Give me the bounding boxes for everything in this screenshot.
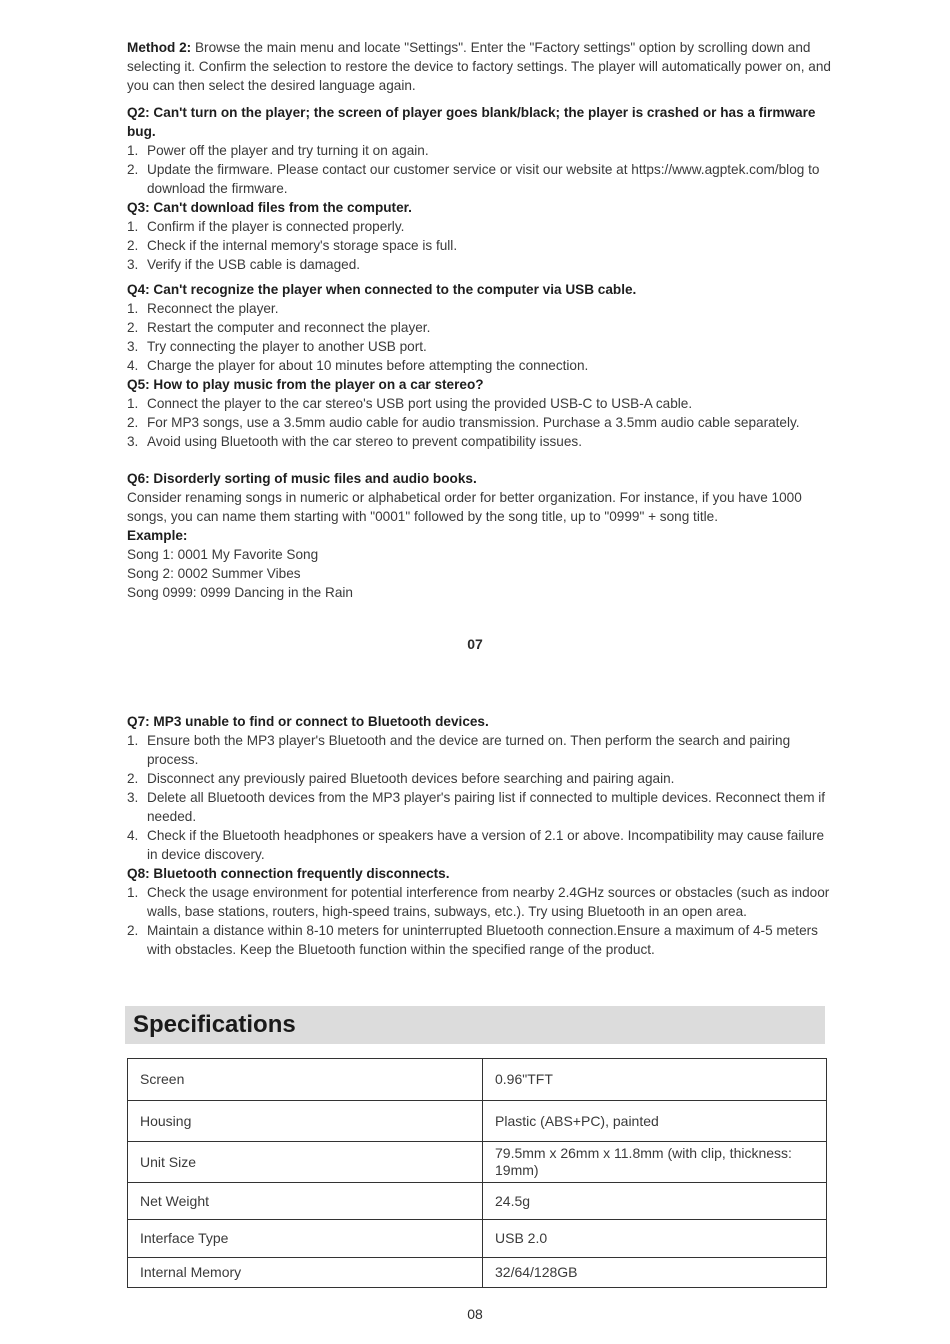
q5-item-number: 3.	[127, 434, 139, 449]
q4-section	[127, 280, 832, 375]
q5-item-text: Avoid using Bluetooth with the car stereo to prevent compatibility issues.	[147, 434, 582, 449]
q2-item	[127, 160, 832, 198]
spec-row	[128, 1220, 827, 1258]
q8-title: Q8: Bluetooth connection frequently disconnects.	[127, 866, 450, 881]
q7-item	[127, 788, 832, 826]
q5-item-number: 2.	[127, 415, 139, 430]
q3-item	[127, 217, 832, 236]
q8-item	[127, 921, 832, 959]
q6-example-label: Example:	[127, 528, 188, 543]
q4-item	[127, 299, 832, 318]
spec-value: 24.5g	[483, 1183, 827, 1220]
q3-section	[127, 198, 832, 274]
q7-item-number: 1.	[127, 733, 139, 748]
method-2-paragraph	[127, 38, 832, 95]
q5-item	[127, 432, 832, 451]
q3-title: Q3: Can't download files from the computer.	[127, 200, 412, 215]
specifications-table	[127, 1058, 827, 1288]
spec-row	[128, 1101, 827, 1142]
q4-item-number: 1.	[127, 301, 139, 316]
q3-item-text: Check if the internal memory's storage space is full.	[147, 238, 458, 253]
spec-key: Unit Size	[128, 1142, 483, 1183]
q4-item-text: Reconnect the player.	[147, 301, 279, 316]
q4-item-number: 3.	[127, 339, 139, 354]
q5-item-number: 1.	[127, 396, 139, 411]
q6-example: Song 2: 0002 Summer Vibes	[127, 566, 301, 581]
q4-item	[127, 356, 832, 375]
q7-item-text: Check if the Bluetooth headphones or speakers have a version of 2.1 or above. Incompatibility may cause failure in device discovery.	[147, 828, 825, 862]
spec-value: 79.5mm x 26mm x 11.8mm (with clip, thickness: 19mm)	[483, 1142, 827, 1183]
q5-item-text: For MP3 songs, use a 3.5mm audio cable for audio transmission. Purchase a 3.5mm audio cable separately.	[147, 415, 800, 430]
spec-key: Internal Memory	[128, 1258, 483, 1288]
spec-key: Housing	[128, 1101, 483, 1142]
q7-item	[127, 731, 832, 769]
q6-section	[127, 469, 832, 602]
q5-section	[127, 375, 832, 451]
q3-item	[127, 236, 832, 255]
spec-row	[128, 1059, 827, 1101]
q7-item	[127, 769, 832, 788]
q4-item-text: Charge the player for about 10 minutes before attempting the connection.	[147, 358, 589, 373]
method-2-section	[127, 38, 832, 95]
spec-value: Plastic (ABS+PC), painted	[483, 1101, 827, 1142]
q7-item-number: 3.	[127, 790, 139, 805]
q3-item-text: Confirm if the player is connected properly.	[147, 219, 405, 234]
q3-item	[127, 255, 832, 274]
q8-item-number: 2.	[127, 923, 139, 938]
q7-title: Q7: MP3 unable to find or connect to Bluetooth devices.	[127, 714, 489, 729]
spec-value: 0.96"TFT	[483, 1059, 827, 1101]
q3-item-number: 2.	[127, 238, 139, 253]
method-2-text: Browse the main menu and locate "Settings". Enter the "Factory settings" option by scrolling down and selecting it. Confirm the selection to restore the device to factory settings. The player will automatically power on, and you can then select the desired language again.	[127, 40, 831, 93]
q2-item-text: Power off the player and try turning it on again.	[147, 143, 429, 158]
q7-item-text: Disconnect any previously paired Bluetooth devices before searching and pairing again.	[147, 771, 675, 786]
q4-item-text: Try connecting the player to another USB port.	[147, 339, 427, 354]
q7-item-text: Delete all Bluetooth devices from the MP3 player's pairing list if connected to multiple devices. Reconnect them if needed.	[147, 790, 826, 824]
q8-item-text: Maintain a distance within 8-10 meters for uninterrupted Bluetooth connection.Ensure a maximum of 4-5 meters with obstacles. Keep the Bluetooth function within the specified range of the product.	[147, 923, 818, 957]
q8-section	[127, 864, 832, 959]
spec-value: 32/64/128GB	[483, 1258, 827, 1288]
spec-row	[128, 1183, 827, 1220]
q6-title: Q6: Disorderly sorting of music files and audio books.	[127, 471, 477, 486]
spec-row	[128, 1142, 827, 1183]
q5-title: Q5: How to play music from the player on a car stereo?	[127, 377, 484, 392]
spec-row	[128, 1258, 827, 1288]
q2-title: Q2: Can't turn on the player; the screen of player goes blank/black; the player is crashed or has a firmware bug.	[127, 105, 816, 139]
q6-example: Song 1: 0001 My Favorite Song	[127, 547, 319, 562]
spec-key: Interface Type	[128, 1220, 483, 1258]
q6-text: Consider renaming songs in numeric or alphabetical order for better organization. For instance, if you have 1000 songs, you can name them starting with "0001" followed by the song title, up to "0999" + song title.	[127, 490, 802, 524]
spec-key: Screen	[128, 1059, 483, 1101]
q2-item-number: 1.	[127, 143, 139, 158]
page-number-bottom: 08	[467, 1306, 483, 1322]
q7-item-number: 4.	[127, 828, 139, 843]
q7-item	[127, 826, 832, 864]
q8-item-number: 1.	[127, 885, 139, 900]
q8-item	[127, 883, 832, 921]
q7-section	[127, 712, 832, 864]
q7-item-number: 2.	[127, 771, 139, 786]
q4-item	[127, 337, 832, 356]
q2-item-number: 2.	[127, 162, 139, 177]
q2-item	[127, 141, 832, 160]
page-number-top: 07	[467, 636, 483, 652]
q3-item-text: Verify if the USB cable is damaged.	[147, 257, 361, 272]
q2-section	[127, 103, 832, 198]
q6-example: Song 0999: 0999 Dancing in the Rain	[127, 585, 353, 600]
q7-item-text: Ensure both the MP3 player's Bluetooth and the device are turned on. Then perform the search and pairing process.	[147, 733, 791, 767]
q3-item-number: 1.	[127, 219, 139, 234]
specifications-heading: Specifications	[133, 1011, 296, 1038]
q5-item	[127, 394, 832, 413]
q4-item-number: 2.	[127, 320, 139, 335]
q4-item-number: 4.	[127, 358, 139, 373]
spec-value: USB 2.0	[483, 1220, 827, 1258]
method-2-label: Method 2:	[127, 40, 192, 55]
q8-item-text: Check the usage environment for potential interference from nearby 2.4GHz sources or obstacles (such as indoor walls, base stations, routers, high-speed trains, subways, etc.). Try using Bluetooth in an open area.	[147, 885, 830, 919]
q3-item-number: 3.	[127, 257, 139, 272]
specifications-banner	[125, 1006, 825, 1044]
q4-item	[127, 318, 832, 337]
q4-item-text: Restart the computer and reconnect the player.	[147, 320, 431, 335]
q5-item-text: Connect the player to the car stereo's USB port using the provided USB-C to USB-A cable.	[147, 396, 693, 411]
spec-key: Net Weight	[128, 1183, 483, 1220]
q2-item-text: Update the firmware. Please contact our customer service or visit our website at https://www.agptek.com/blog to download the firmware.	[147, 162, 820, 196]
q4-title: Q4: Can't recognize the player when connected to the computer via USB cable.	[127, 282, 637, 297]
q5-item	[127, 413, 832, 432]
